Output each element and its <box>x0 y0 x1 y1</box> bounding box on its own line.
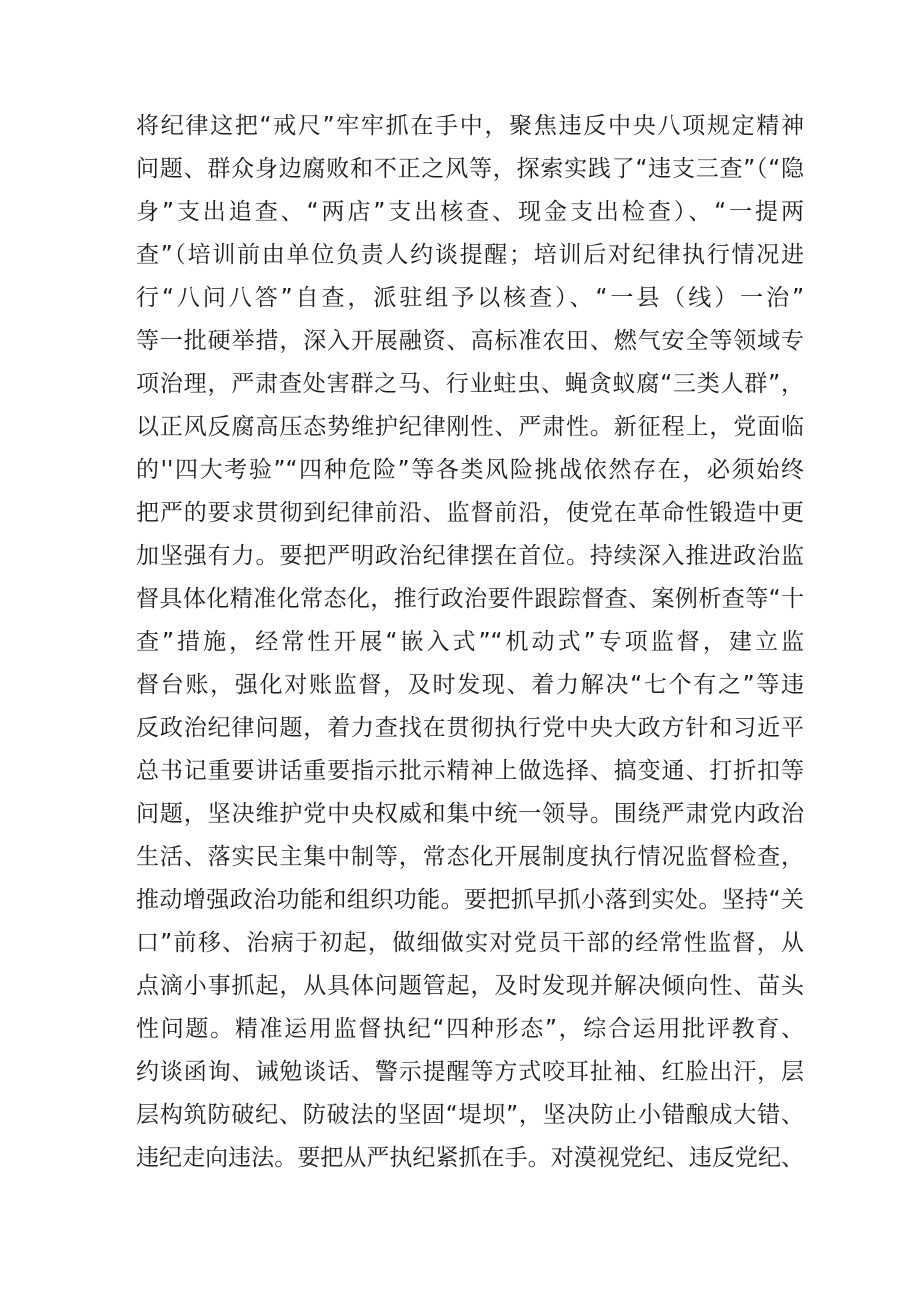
text-line: 问题，坚决维护党中央权威和集中统一领导。围绕严肃党内政治 <box>136 801 804 827</box>
text-line: 生活、落实民主集中制等，常态化开展制度执行情况监督检查， <box>136 844 804 870</box>
text-line: 推动增强政治功能和组织功能。要把抓早抓小落到实处。坚持“关 <box>136 887 804 913</box>
text-line: 点滴小事抓起，从具体问题管起，及时发现并解决倾向性、苗头 <box>136 973 804 999</box>
text-line: 项治理，严肃查处害群之马、行业蛀虫、蝇贪蚁腐“三类人群”， <box>136 371 804 397</box>
text-line: 反政治纪律问题，着力查找在贯彻执行党中央大政方针和习近平 <box>136 715 804 741</box>
text-line: 层构筑防破纪、防破法的坚固“堤坝”，坚决防止小错酿成大错、 <box>136 1102 804 1128</box>
text-line: 将纪律这把“戒尺”牢牢抓在手中，聚焦违反中央八项规定精神 <box>136 113 804 139</box>
text-line: 等一批硬举措，深入开展融资、高标准农田、燃气安全等领域专 <box>136 328 804 354</box>
text-line: 口”前移、治病于初起，做细做实对党员干部的经常性监督，从 <box>136 930 804 956</box>
text-line: 加坚强有力。要把严明政治纪律摆在首位。持续深入推进政治监 <box>136 543 804 569</box>
text-line: 把严的要求贯彻到纪律前沿、监督前沿，使党在革命性锻造中更 <box>136 500 804 526</box>
text-line: 督具体化精准化常态化，推行政治要件跟踪督查、案例析查等“十 <box>136 586 804 612</box>
text-line: 约谈函询、诫勉谈话、警示提醒等方式咬耳扯袖、红脸出汗，层 <box>136 1059 804 1085</box>
text-line: 督台账，强化对账监督，及时发现、着力解决“七个有之”等违 <box>136 672 804 698</box>
text-line: 身”支出追查、“两店”支出核查、现金支出检查）、“一提两 <box>136 199 804 225</box>
text-line: 查”（培训前由单位负责人约谈提醒；培训后对纪律执行情况进 <box>136 242 804 268</box>
text-line: 问题、群众身边腐败和不正之风等，探索实践了“违支三查”（“隐 <box>136 156 804 182</box>
body-text <box>136 105 804 1180</box>
text-line: 性问题。精准运用监督执纪“四种形态”，综合运用批评教育、 <box>136 1016 804 1042</box>
text-line: 行“八问八答”自查，派驻组予以核查）、“一县（线）一治” <box>136 285 804 311</box>
text-line: 总书记重要讲话重要指示批示精神上做选择、搞变通、打折扣等 <box>136 758 804 784</box>
text-line: 违纪走向违法。要把从严执纪紧抓在手。对漠视党纪、违反党纪、 <box>136 1145 804 1171</box>
text-line: 以正风反腐高压态势维护纪律刚性、严肃性。新征程上，党面临 <box>136 414 804 440</box>
text-line: 的''四大考验”“四种危险”等各类风险挑战依然存在，必须始终 <box>136 457 804 483</box>
text-line: 查”措施，经常性开展“嵌入式”“机动式”专项监督，建立监 <box>136 629 804 655</box>
